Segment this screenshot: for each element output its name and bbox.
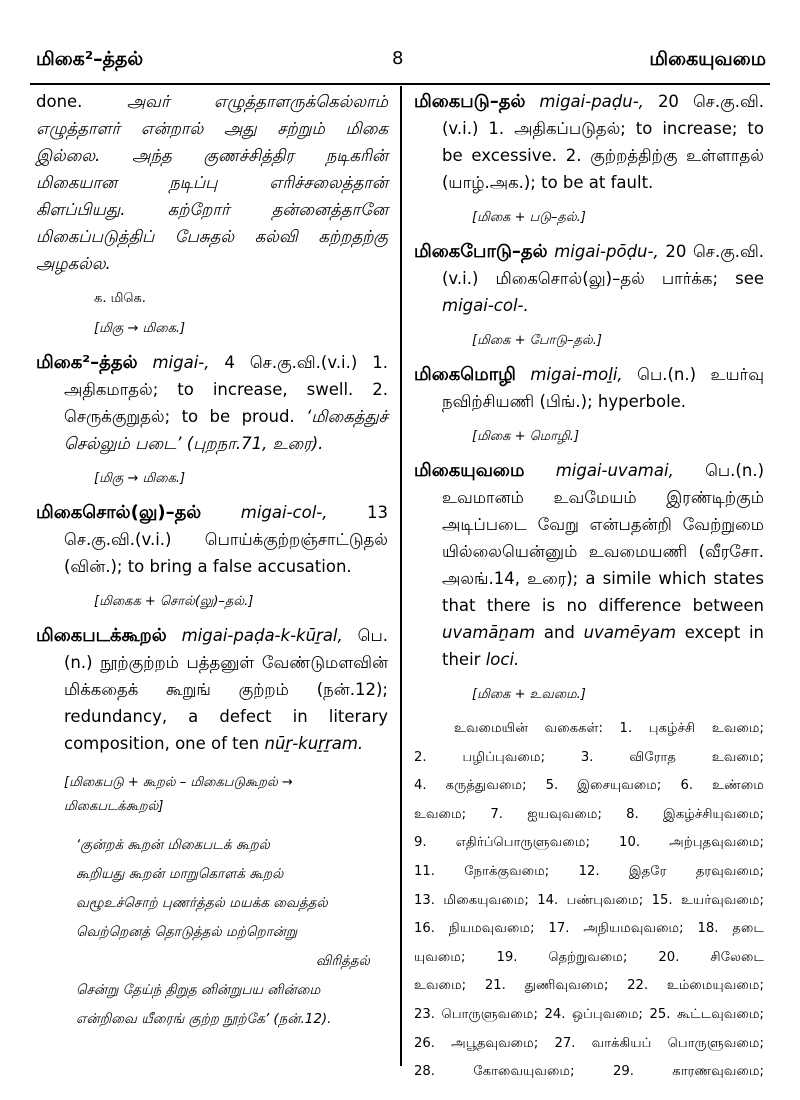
types-line: உவமை; 7. ஐயவுவமை; 8. இகழ்ச்சியுவமை;: [414, 806, 764, 822]
headword: மிகைபடக்கூறல்: [36, 625, 167, 646]
headword: மிகை²–த்தல்: [36, 352, 138, 373]
etymology: [மிகை + மொழி.]: [472, 429, 580, 444]
running-head-left: மிகை²–த்தல்: [36, 48, 144, 70]
continued-entry: [36, 88, 388, 277]
verse-line: கூறியது கூறன் மாறுகொளக் கூறல்: [76, 866, 284, 882]
definition: 13 செ.கு.வி.(v.i.) பொய்க்குற்றஞ்சாட்டுதல் (வின்.); to bring a false accusation.: [64, 503, 388, 576]
headword: மிகைபடு–தல்: [414, 91, 526, 112]
running-head-right: மிகையுவமை: [649, 48, 766, 70]
connector: and: [543, 623, 575, 642]
transliteration: migai-paḍa-k-kūṟal,: [181, 626, 343, 645]
transliteration: migai-paḍu-,: [539, 92, 644, 111]
continued-examples: அவர் எழுத்தாளருக்கெல்லாம் எழுத்தாளர் என்றால் அது சற்றும் மிகை இல்லை. அந்த குணச்சித்திர நடிகரின் மிகையான நடிப்பு எரிச்சலைத்தான் கிளப்பியது. கற்றோர் தன்னைத்தானே மிகைப்படுத்திப் பேசுதல் கல்வி கற்றதற்கு அழகல்ல.: [36, 92, 388, 273]
transliteration: migai-col-.: [442, 296, 529, 315]
etymology: [மிகு → மிகை.]: [94, 321, 186, 336]
entry-migai-padakkural: [36, 622, 388, 757]
column-divider: [400, 86, 402, 1066]
types-line: 9. எதிர்ப்பொருளுவமை; 10. அற்புதவுவமை;: [414, 835, 764, 851]
term: loci.: [485, 650, 520, 669]
term: uvamāṉam: [442, 623, 536, 642]
types-line: 23. பொருளுவமை; 24. ஒப்புவமை; 25. கூட்டவுவமை;: [414, 1006, 764, 1022]
transliteration: migai-,: [152, 353, 210, 372]
definition: 4 செ.கு.வி.(v.i.) 1. அதிகமாதல்; to increase, swell. 2. செருக்குறுதல்; to be proud.: [64, 353, 388, 426]
headword: மிகைமொழி: [414, 364, 516, 385]
left-column: [36, 88, 388, 1034]
headword: மிகைபோடு–தல்: [414, 241, 548, 262]
page-number: 8: [392, 48, 404, 69]
continued-english: done.: [36, 92, 83, 111]
entry-migai-2: [36, 349, 388, 457]
transliteration: migai-pōḍu-,: [554, 242, 659, 261]
etymology: [மிகை + போடு–தல்.]: [472, 333, 602, 348]
header-rule: [30, 83, 770, 85]
verse-line: விரித்தல்: [316, 953, 370, 969]
definition: 20 செ.கு.வி. (v.i.) மிகைசொல்(லு)–தல் பார்க்க; see: [442, 242, 765, 288]
transliteration: migai-col-,: [240, 503, 328, 522]
quoted-verse: [36, 831, 388, 1034]
verse-line: என்றிவை யீரைங் குற்ற நூற்கே’ (நன்.12).: [76, 1011, 332, 1027]
types-line: யுவமை; 19. தெற்றுவமை; 20. சிலேடை: [414, 949, 764, 965]
types-line: 4. கருத்துவமை; 5. இசையுவமை; 6. உண்மை: [414, 778, 764, 794]
headword: மிகையுவமை: [414, 460, 525, 481]
term: uvamēyam: [583, 623, 677, 642]
etymology: [மிகைபடு + கூறல் – மிகைபடுகூறல் → மிகைபடக்கூறல்]: [64, 775, 293, 814]
entry-migai-padu: [414, 88, 764, 196]
citation: ‘மிகைத்துச் செல்லும் படை’ (புறநா.71, உரை).: [64, 407, 388, 453]
transliteration: migai-moḻi,: [530, 365, 623, 384]
entry-migai-podu: [414, 238, 764, 319]
etymology: [மிகைக + சொல்(லு)–தல்.]: [94, 594, 254, 609]
verse-line: வழூஉச்சொற் புணர்த்தல் மயக்க வைத்தல்: [76, 895, 328, 911]
entry-migai-uvamai: [414, 457, 764, 673]
simile-types-list: [414, 715, 764, 1087]
definition: பெ.(n.) நூற்குற்றம் பத்தனுள் வேண்டுமளவின் மிக்கதைக் கூறுங் குற்றம் (நன்.12); redundancy, a defect in literary composition, one of ten: [64, 626, 388, 753]
definition: பெ.(n.) உவமானம் உவமேயம் இரண்டிற்கும் அடிப்படை வேறு என்பதன்றி வேற்றுமை யில்லையென்னும் உவமையணி (வீரசோ. அலங்.14, உரை); a simile which states that there is no difference between: [442, 461, 765, 615]
connector: except in their: [442, 623, 765, 669]
entry-migai-moli: [414, 361, 764, 415]
transliteration: migai-uvamai,: [555, 461, 674, 480]
types-line: 26. அபூதவுவமை; 27. வாக்கியப் பொருளுவமை;: [414, 1035, 764, 1051]
types-line: உவமை; 21. துணிவுவமை; 22. உம்மையுவமை;: [414, 978, 764, 994]
right-column: [414, 88, 764, 1087]
types-line: 28. கோவையுவமை; 29. காரணவுவமை;: [414, 1064, 764, 1080]
entry-migai-col: [36, 499, 388, 580]
verse-line: சென்று தேய்ந் திறுத னின்றுபய னின்மை: [76, 982, 321, 998]
transliteration: nūṟ-kuṟṟam.: [264, 734, 364, 753]
etymology: [மிகு → மிகை.]: [94, 471, 186, 486]
verse-line: வெற்றெனத் தொடுத்தல் மற்றொன்று: [76, 924, 298, 940]
types-line: 11. நோக்குவமை; 12. இதரே தரவுவமை;: [414, 863, 764, 879]
types-line: 13. மிகையுவமை; 14. பண்புவமை; 15. உயர்வுவமை;: [414, 892, 764, 908]
types-line: 2. பழிப்புவமை; 3. விரோத உவமை;: [414, 749, 764, 765]
kannada-cognate: க. மிகெ.: [94, 291, 146, 306]
headword: மிகைசொல்(லு)–தல்: [36, 502, 202, 523]
types-line: 16. நியமவுவமை; 17. அநியமவுவமை; 18. தடை: [414, 921, 764, 937]
definition: 20 செ.கு.வி. (v.i.) 1. அதிகப்படுதல்; to increase; to be excessive. 2. குற்றத்திற்கு உள்ளாதல் (யாழ்.அக.); to be at fault.: [442, 92, 764, 192]
types-line: உவமையின் வகைகள்: 1. புகழ்ச்சி உவமை;: [454, 721, 764, 736]
definition: பெ.(n.) உயர்வு நவிற்சியணி (பிங்.); hyperbole.: [442, 365, 764, 411]
etymology: [மிகை + உவமை.]: [472, 687, 586, 702]
etymology: [மிகை + படு–தல்.]: [472, 210, 586, 225]
verse-line: ‘குன்றக் கூறன் மிகைபடக் கூறல்: [76, 837, 270, 853]
